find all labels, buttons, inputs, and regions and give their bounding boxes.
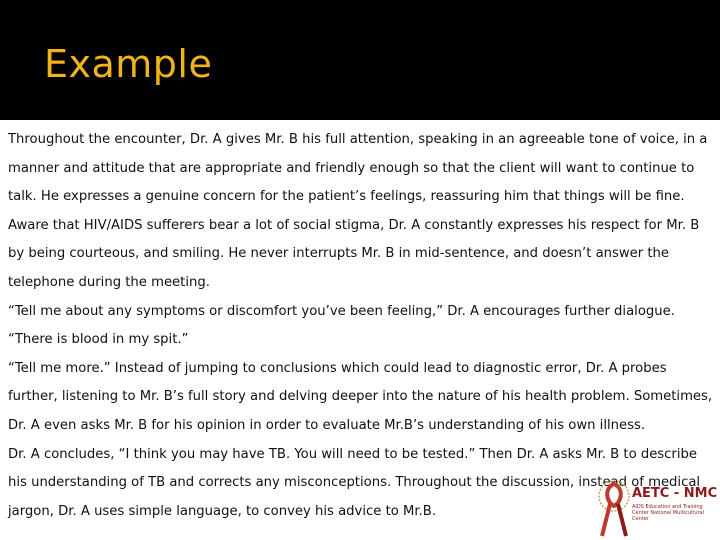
slide-title: Example — [44, 42, 213, 86]
paragraph-patient-reply: “There is blood in my spit.” — [8, 332, 189, 348]
paragraph-symptoms-question: “Tell me about any symptoms or discomfort you’ve been feeling,” Dr. A encourages further dialogue. — [8, 303, 675, 319]
paragraph-encounter: Throughout the encounter, Dr. A gives Mr. B his full attention, speaking in an agreeable tone of voice, in a manner and attitude that are appropriate and friendly enough so that the client will want to continue to talk. He expresses a genuine concern for the patient’s feelings, reassuring him that things will be fine. Aware that HIV/AIDS sufferers bear a lot of social stigma, Dr. A constantly expresses his respect for Mr. B by being courteous, and smiling. He never interrupts Mr. B in mid-sentence, and doesn’t answer the telephone during the meeting. — [8, 132, 708, 290]
paragraph-conclusion: Dr. A concludes, “I think you may have TB. You will need to be tested.” Then Dr. A asks Mr. B to describe his understanding of TB and corrects any misconceptions. Throughout the discussion, instead of medical jargon, Dr. A uses simple language, to convey his advice to Mr.B. — [8, 446, 701, 519]
logo-title: AETC - NMC — [632, 486, 718, 501]
aetc-nmc-logo — [596, 478, 716, 538]
paragraph-probing: “Tell me more.” Instead of jumping to conclusions which could lead to diagnostic error, Dr. A probes further, listening to Mr. B’s full story and delving deeper into the nature of his health problem. Sometimes, Dr. A even asks Mr. B for his opinion in order to evaluate Mr.B’s understanding of his own illness. — [8, 360, 713, 433]
logo-subtitle: AIDS Education and Training Center National Multicultural Center — [632, 504, 705, 522]
slide-body — [0, 120, 720, 540]
red-ribbon-icon — [596, 478, 632, 538]
slide-header — [0, 0, 720, 120]
slide-content — [8, 126, 716, 526]
